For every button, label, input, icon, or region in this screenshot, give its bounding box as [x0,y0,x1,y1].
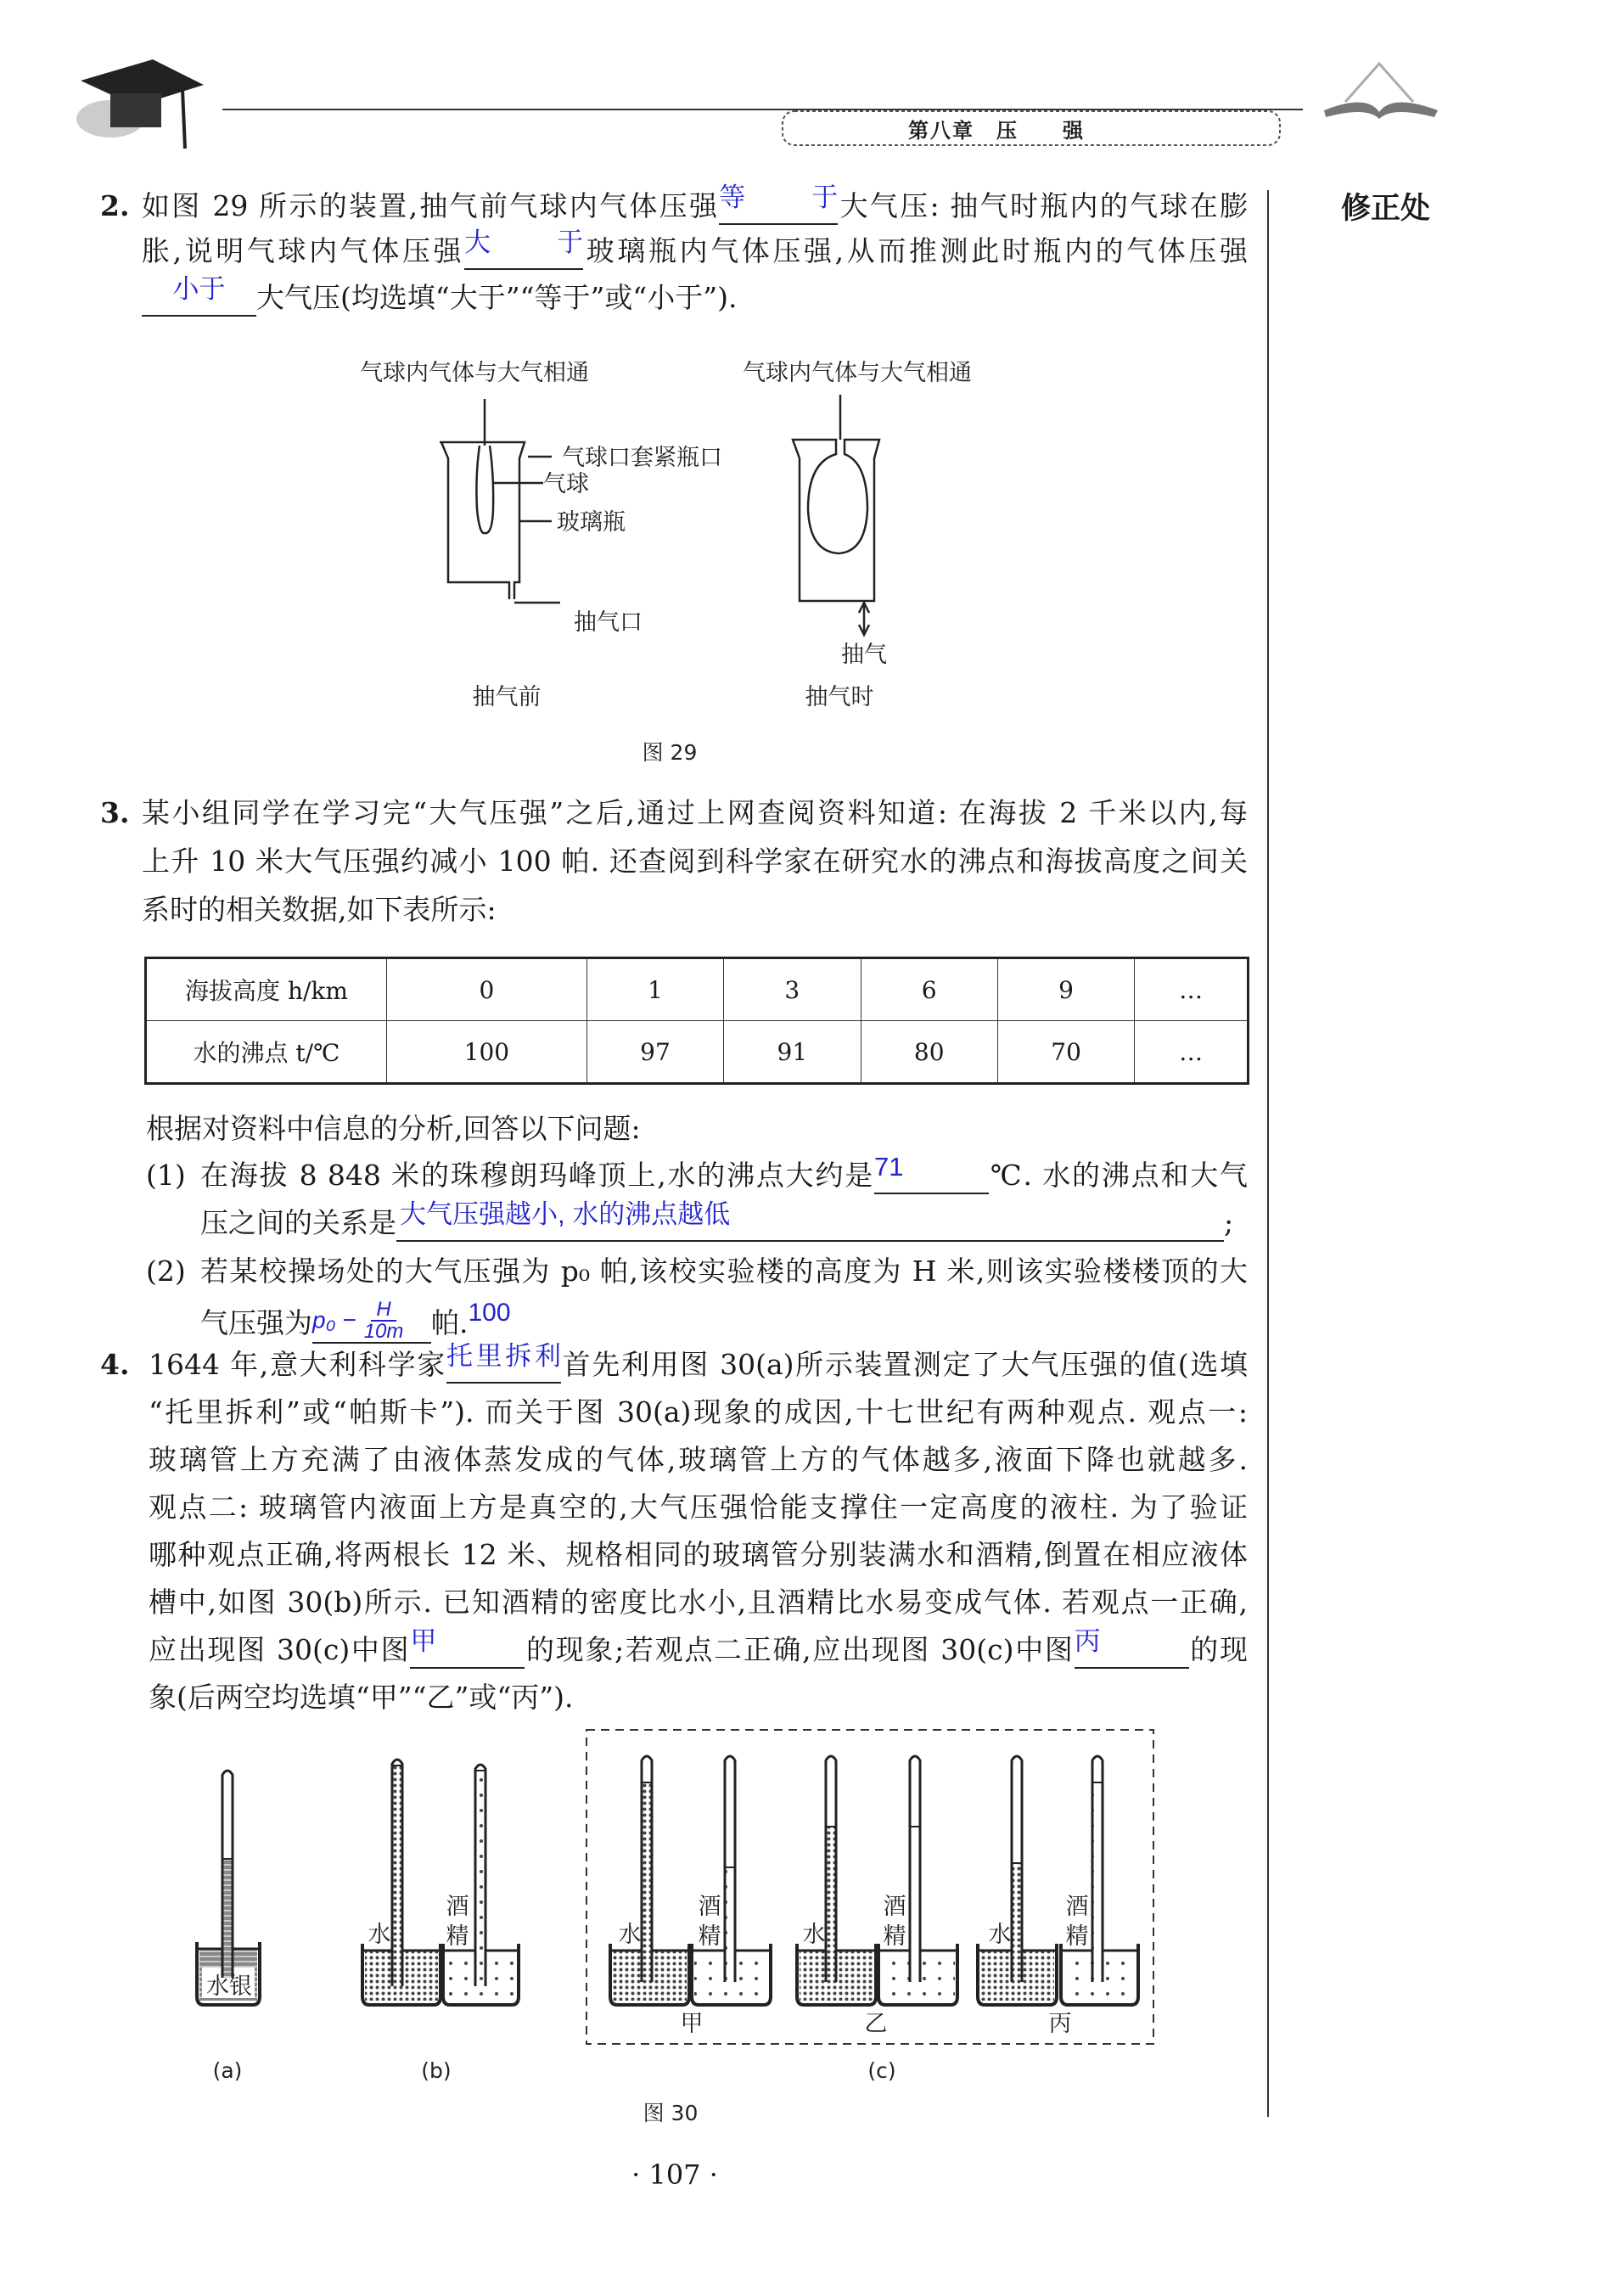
q3-text: 压之间的关系是 [200,1206,396,1239]
table-cell: 水的沸点 t/℃ [146,1021,387,1084]
fig30c-label-water: 水 [988,1922,1012,1948]
table-cell: … [1135,1021,1249,1084]
q4-answer-1: 托里拆利 [446,1341,561,1371]
q3-answer-1: 71 [874,1152,904,1182]
q4-line-7 [149,1626,1249,1669]
fig30-label-b: (b) [421,2058,452,2083]
fraction-numerator: H [371,1300,396,1322]
q3-part1-line-1 [200,1152,1248,1194]
table-cell: 100 [387,1021,587,1084]
q4-number: 4. [100,1348,130,1381]
q3-part2-line-1: 若某校操场处的大气压强为 p₀ 帕,该校实验楼的高度为 H 米,则该实验楼楼顶的大 [200,1255,1248,1288]
fraction-denominator: 10m [363,1320,404,1343]
tube-liquid [393,1766,401,1986]
fig29-label-mouth: 气球口套紧瓶口 [562,445,722,471]
q2-text: 胀,说明气球内气体压强 [142,234,465,267]
q2-answer-2: 大于 [464,227,584,257]
q4-line-1 [149,1341,1249,1384]
table-cell: 80 [861,1021,997,1084]
data-table [144,957,1249,1085]
q4-text: 应出现图 30(c)中图 [149,1633,411,1666]
fig30-title: 图 30 [643,2101,699,2125]
q3-answer-3-base: p₀ − [312,1306,356,1333]
figure-29 [360,360,972,765]
q3-answer-3-fraction [364,1300,404,1342]
fig30c-label-water: 水 [618,1922,642,1948]
q4-answer-2: 甲 [410,1626,437,1656]
tube-liquid [1013,1863,1021,1982]
fig30-label-mercury: 水银 [206,1973,252,2000]
q4-line-6: 槽中,如图 30(b)所示. 已知酒精的密度比水小,且酒精比水易变成气体. 若观点一正确, [149,1586,1248,1619]
fig30c-label-alcohol: 精 [698,1923,721,1950]
table-cell: 3 [724,958,861,1021]
fig29-label-top-left: 气球内气体与大气相通 [360,360,589,386]
tube-liquid [476,1771,485,1986]
fig30c-label-alcohol: 酒 [698,1894,721,1920]
table-cell: 0 [387,958,587,1021]
q3-blank-3[interactable] [312,1300,431,1344]
tube-liquid [223,1859,232,1978]
fig30c-label-alcohol: 酒 [883,1894,906,1920]
table-cell: 海拔高度 h/km [146,958,387,1021]
q2-text: 如图 29 所示的装置,抽气前气球内气体压强 [142,189,720,222]
fig30c-label-water: 水 [802,1922,826,1948]
q4-line-5: 哪种观点正确,将两根长 12 米、规格相同的玻璃管分别装满水和酒精,倒置在相应液体 [149,1538,1248,1571]
fig30-label-bing: 丙 [1048,2011,1072,2037]
q2-blank-1[interactable] [719,182,839,225]
q3-intro: 根据对资料中信息的分析,回答以下问题: [146,1112,641,1145]
chapter-title: 第八章 压 强 [908,118,1085,143]
table-cell: 91 [724,1021,861,1084]
q3-part1-label: (1) [146,1159,186,1192]
handwritten-note: 100 [468,1299,511,1327]
table-cell: 97 [586,1021,723,1084]
table-row [146,1021,1249,1084]
open-book-icon [1324,64,1438,119]
q2-line-1 [142,182,1248,225]
q2-text: 玻璃瓶内气体压强,从而推测此时瓶内的气体压强 [583,234,1248,267]
q2-line-2 [142,227,1248,270]
q2-blank-2[interactable] [464,227,584,270]
fig29-caption-before: 抽气前 [472,684,542,710]
q3-number: 3. [100,796,130,829]
q3-part2-label: (2) [146,1255,186,1288]
q4-answer-3: 丙 [1074,1626,1101,1656]
graduation-cap-icon [76,59,204,149]
q3-answer-2: 大气压强越小, 水的沸点越低 [400,1199,731,1229]
fig30-label-jia: 甲 [680,2011,704,2037]
fig29-label-balloon: 气球 [543,471,589,497]
fig30c-label-alcohol: 酒 [1065,1894,1089,1920]
q4-text: 1644 年,意大利科学家 [149,1348,446,1381]
q2-line-3 [142,274,1248,317]
fig29-label-top-right: 气球内气体与大气相通 [743,360,972,386]
q3-blank-2[interactable] [396,1199,1224,1242]
fig30b-label-water: 水 [368,1922,391,1948]
fig30-label-yi: 乙 [864,2011,888,2037]
tube-liquid [726,1867,734,1982]
q2-number: 2. [100,189,130,222]
correction-label: 修正处 [1341,192,1431,226]
fig30c-label-alcohol: 精 [883,1923,906,1950]
q4-line-2: “托里拆利”或“帕斯卡”). 而关于图 30(a)现象的成因,十七世纪有两种观点. 观点一: [149,1395,1248,1429]
table-row [146,958,1249,1021]
q3-blank-1[interactable] [874,1152,989,1194]
q2-answer-3: 小于 [172,274,226,304]
q4-blank-2[interactable] [410,1626,525,1669]
tube-liquid [643,1782,651,1982]
q4-text: 的现 [1188,1633,1249,1666]
q3-text: ; [1224,1206,1234,1239]
q3-text: 气压强为 [200,1306,312,1339]
figure-30 [197,1756,1138,2005]
table-cell: … [1135,958,1249,1021]
page-number: · 107 · [631,2158,718,2191]
fig30-label-c: (c) [867,2058,896,2083]
q3-line-2: 上升 10 米大气压强约减小 100 帕. 还查阅到科学家在研究水的沸点和海拔高度之间关 [142,845,1248,878]
q3-line-1: 某小组同学在学习完“大气压强”之后,通过上网查阅资料知道: 在海拔 2 千米以内,每 [142,796,1248,829]
table-cell: 1 [586,958,723,1021]
table-cell: 6 [861,958,997,1021]
q3-line-3: 系时的相关数据,如下表所示: [142,893,497,926]
fig29-title: 图 29 [642,740,698,765]
q4-text: 的现象;若观点二正确,应出现图 30(c)中图 [525,1633,1075,1666]
fig30c-label-alcohol: 精 [1065,1923,1089,1950]
fig29-caption-during: 抽气时 [805,684,874,710]
q3-part1-line-2 [200,1199,1248,1242]
fig30-label-a: (a) [212,2058,243,2083]
q2-text: 大气压(均选填“大于”“等于”或“小于”). [256,281,738,314]
fig30b-label-alcohol: 酒 [446,1894,469,1920]
q3-text: 帕. [431,1306,469,1339]
q2-text: 大气压: 抽气时瓶内的气球在膨 [838,189,1248,222]
q2-answer-1: 等于 [719,182,839,212]
q4-blank-3[interactable] [1074,1626,1189,1669]
tube-liquid [827,1827,835,1982]
q2-blank-3[interactable] [142,274,256,317]
table-cell: 70 [997,1021,1134,1084]
table-cell: 9 [997,958,1134,1021]
q4-line-8: 象(后两空均选填“甲”“乙”或“丙”). [149,1681,574,1714]
q3-text: ℃. 水的沸点和大气 [989,1159,1248,1192]
q3-part2-line-2 [200,1300,1248,1344]
fig29-label-outlet: 抽气口 [574,609,643,636]
tube-liquid [1093,1782,1102,1982]
tube-liquid [911,1827,919,1982]
q4-text: 首先利用图 30(a)所示装置测定了大气压强的值(选填 [560,1348,1249,1381]
q4-line-3: 玻璃管上方充满了由液体蒸发成的气体,玻璃管上方的气体越多,液面下降也就越多. [149,1443,1248,1476]
fig29-label-bottle: 玻璃瓶 [557,509,626,536]
q4-line-4: 观点二: 玻璃管内液面上方是真空的,大气压强恰能支撑住一定高度的液柱. 为了验证 [149,1490,1248,1524]
fig30b-label-alcohol: 精 [446,1923,469,1950]
q4-blank-1[interactable] [446,1341,561,1384]
q3-text: 在海拔 8 848 米的珠穆朗玛峰顶上,水的沸点大约是 [200,1159,875,1192]
fig29-label-pump: 抽气 [841,642,887,668]
